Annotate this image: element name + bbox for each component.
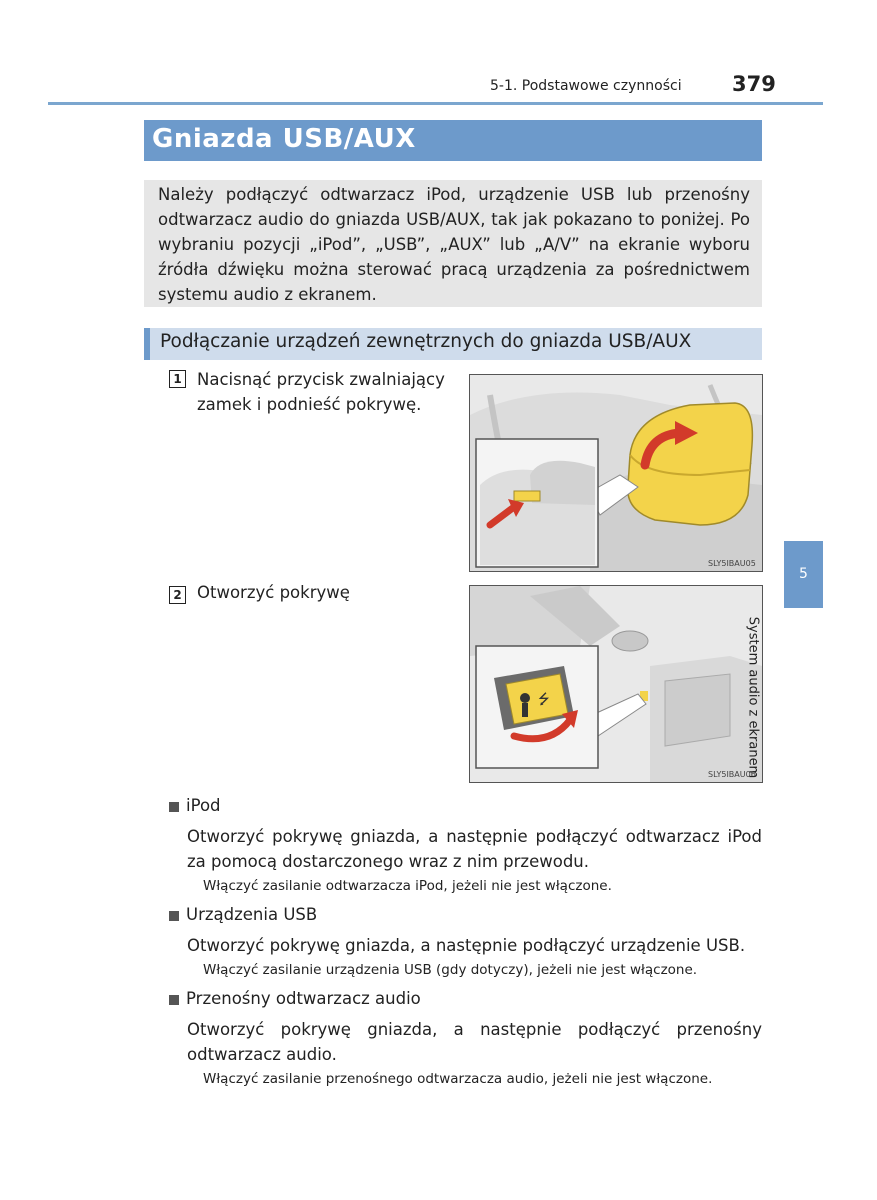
bullet-square-icon bbox=[169, 802, 179, 812]
figure-code-2: SLY5IBAU06 bbox=[708, 770, 756, 779]
header-rule bbox=[48, 102, 823, 105]
item-label-usb: Urządzenia USB bbox=[186, 905, 318, 924]
inset-usb-cover bbox=[476, 646, 598, 768]
subsection-title: Podłączanie urządzeń zewnętrznych do gniazda USB/AUX bbox=[160, 331, 692, 352]
step-number-2: 2 bbox=[169, 586, 186, 604]
item-note-ipod: Włączyć zasilanie odtwarzacza iPod, jeżeli nie jest włączone. bbox=[203, 878, 612, 894]
item-note-portable-audio: Włączyć zasilanie przenośnego odtwarzacza audio, jeżeli nie jest włączone. bbox=[203, 1071, 713, 1087]
step-number-1: 1 bbox=[169, 370, 186, 388]
step-text-2: Otworzyć pokrywę bbox=[197, 583, 350, 602]
chapter-title-vertical: System audio z ekranem bbox=[745, 616, 761, 779]
running-header-section: 5-1. Podstawowe czynności bbox=[490, 78, 682, 94]
usb-port-illustration bbox=[470, 586, 762, 782]
item-note-usb: Włączyć zasilanie urządzenia USB (gdy dotyczy), jeżeli nie jest włączone. bbox=[203, 962, 698, 978]
figure-usb-port bbox=[469, 585, 763, 783]
figure-armrest-open bbox=[469, 374, 763, 572]
page-title: Gniazda USB/AUX bbox=[152, 124, 416, 154]
figure-code-1: SLY5IBAU05 bbox=[708, 559, 756, 568]
armrest-illustration bbox=[470, 375, 762, 571]
page-number: 379 bbox=[732, 72, 776, 96]
inset-release-button bbox=[476, 439, 598, 567]
item-label-portable-audio: Przenośny odtwarzacz audio bbox=[186, 989, 421, 1008]
intro-text: Należy podłączyć odtwarzacz iPod, urządzenie USB lub przenośny odtwarzacz audio do gniazda USB/AUX, tak jak pokazano to poniżej. Po wybraniu pozycji „iPod”, „USB”, „AUX” lub „A/V” na ekranie wyboru źródła dźwięku można sterować pracą urządzenia za pośrednictwem systemu audio z ekranem. bbox=[158, 185, 750, 304]
item-text-portable-audio: Otworzyć pokrywę gniazda, a następnie podłączyć przenośny odtwarzacz audio. bbox=[187, 1020, 762, 1064]
aux-jack-icon bbox=[520, 693, 530, 703]
usb-symbol-icon: ⭍ bbox=[538, 692, 550, 708]
bullet-square-icon bbox=[169, 911, 179, 921]
subsection-accent bbox=[144, 328, 150, 360]
item-text-ipod: Otworzyć pokrywę gniazda, a następnie podłączyć odtwarzacz iPod za pomocą dostarczonego wraz z nim przewodu. bbox=[187, 827, 762, 871]
chapter-number: 5 bbox=[799, 566, 808, 582]
bullet-square-icon bbox=[169, 995, 179, 1005]
item-text-usb: Otworzyć pokrywę gniazda, a następnie podłączyć urządzenie USB. bbox=[187, 936, 746, 955]
step-text-1: Nacisnąć przycisk zwalniający zamek i podnieść pokrywę. bbox=[197, 370, 445, 414]
item-label-ipod: iPod bbox=[186, 796, 221, 815]
